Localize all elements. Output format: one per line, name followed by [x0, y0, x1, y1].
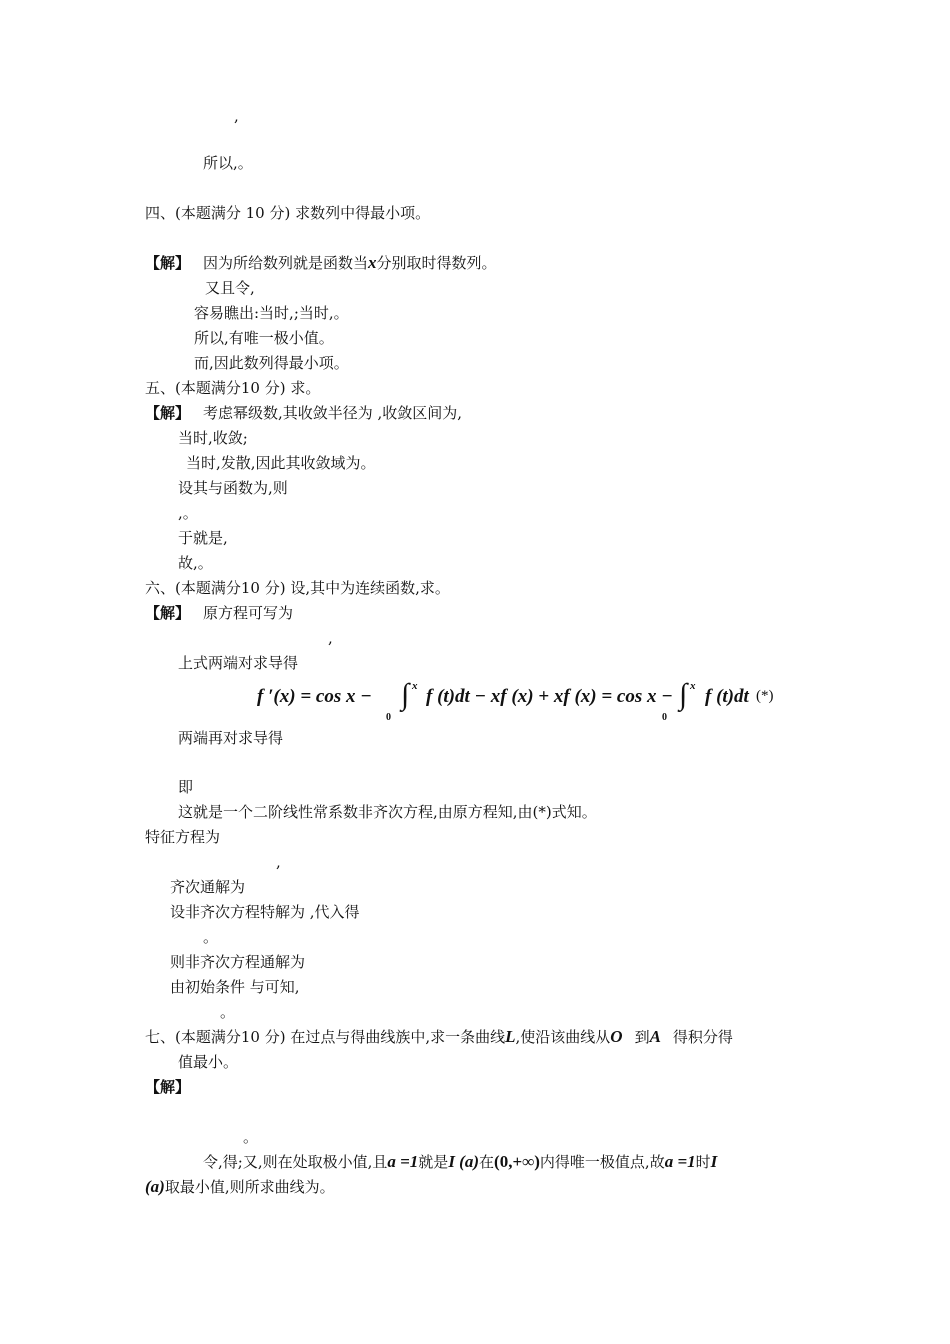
text-line: 所以,。 — [203, 154, 253, 172]
math-expression: I — [710, 1152, 718, 1171]
text-line: 故,。 — [178, 554, 213, 572]
integral-upper-limit: x — [690, 680, 696, 692]
text-line: 两端再对求导得 — [178, 729, 284, 747]
text-line: , — [234, 107, 239, 125]
text-line: 容易瞧出:当时,;当时,。 — [194, 304, 349, 322]
text-line: 。 — [220, 1003, 236, 1021]
text-line: 上式两端对求导得 — [178, 654, 299, 672]
equation-rhs: f (t)dt — [705, 686, 749, 707]
text-line: 而,因此数列得最小项。 — [194, 354, 349, 372]
solution-tag: 【解】 — [145, 404, 191, 422]
math-expression: a =1 — [387, 1152, 419, 1171]
math-variable: O — [610, 1027, 623, 1046]
text-line: 考虑幂级数,其收敛半径为 ,收敛区间为, — [203, 404, 463, 422]
equation-middle: f (t)dt − xf (x) + xf (x) = cos x − — [426, 686, 673, 707]
text-line: 。 — [203, 928, 219, 946]
text-line: 于就是, — [178, 529, 228, 547]
text-line: , — [328, 629, 333, 647]
math-expression: a =1 — [664, 1152, 696, 1171]
text-line: 特征方程为 — [145, 828, 221, 846]
text-segment: 得积分得 — [672, 1028, 733, 1046]
text-line: 则非齐次方程通解为 — [170, 953, 306, 971]
text-line: , — [276, 853, 281, 871]
text-line: ,。 — [178, 504, 198, 522]
problem-7-heading — [145, 1027, 733, 1047]
text-segment: 就是 — [418, 1153, 449, 1171]
text-line: 当时,收敛; — [178, 429, 248, 447]
math-expression: (a) — [145, 1177, 165, 1196]
text-segment: 内得唯一极值点,故 — [539, 1153, 665, 1171]
text-line: 设其与函数为,则 — [178, 479, 288, 497]
text-segment: 分别取时得数列。 — [376, 254, 497, 272]
text-segment: 七、(本题满分10 分) 在过点与得曲线族中,求一条曲线 — [145, 1028, 506, 1046]
text-line: 这就是一个二阶线性常系数非齐次方程,由原方程知,由(*)式知。 — [178, 803, 597, 821]
math-expression: I (a) — [448, 1152, 480, 1171]
text-line: 当时,发散,因此其收敛域为。 — [186, 454, 376, 472]
text-segment: 取最小值,则所求曲线为。 — [164, 1178, 335, 1196]
text-line — [203, 1152, 717, 1172]
problem-5-heading: 五、(本题满分10 分) 求。 — [145, 379, 321, 397]
text-line: 所以,有唯一极小值。 — [194, 329, 334, 347]
text-line: 原方程可写为 — [203, 604, 294, 622]
integral-lower-limit: 0 — [386, 712, 391, 723]
text-line: 。 — [243, 1128, 259, 1146]
problem-4-heading: 四、(本题满分 10 分) 求数列中得最小项。 — [145, 204, 431, 222]
solution-tag: 【解】 — [145, 604, 191, 622]
text-line: 由初始条件 与可知, — [170, 978, 300, 996]
integral-upper-limit: x — [412, 680, 418, 692]
text-line: 即 — [178, 778, 194, 796]
integral-lower-limit: 0 — [662, 712, 667, 723]
math-variable: x — [368, 253, 377, 272]
text-line: 设非齐次方程特解为 ,代入得 — [170, 903, 360, 921]
solution-tag: 【解】 — [145, 254, 191, 272]
math-expression: (0,+∞) — [494, 1152, 540, 1171]
integral-sign: ∫ — [679, 678, 688, 711]
text-line: 又且令, — [205, 279, 255, 297]
text-segment: 在 — [479, 1153, 495, 1171]
text-segment: 因为所给数列就是函数当 — [203, 254, 369, 272]
text-segment: ,使沿该曲线从 — [515, 1028, 611, 1046]
text-line: 齐次通解为 — [170, 878, 246, 896]
text-line — [145, 1177, 335, 1197]
text-segment: 时 — [695, 1153, 711, 1171]
text-line — [203, 253, 497, 273]
problem-6-heading: 六、(本题满分10 分) 设,其中为连续函数,求。 — [145, 579, 450, 597]
math-variable: L — [505, 1027, 516, 1046]
integral-sign: ∫ — [401, 678, 410, 711]
math-variable: A — [649, 1027, 661, 1046]
solution-tag: 【解】 — [145, 1078, 191, 1096]
equation-tag: (*) — [756, 688, 774, 704]
equation-lhs: f ′(x) = cos x − — [257, 686, 372, 707]
text-segment: 令,得;又,则在处取极小值,且 — [203, 1153, 388, 1171]
text-line: 值最小。 — [178, 1053, 239, 1071]
text-segment: 到 — [634, 1028, 650, 1046]
